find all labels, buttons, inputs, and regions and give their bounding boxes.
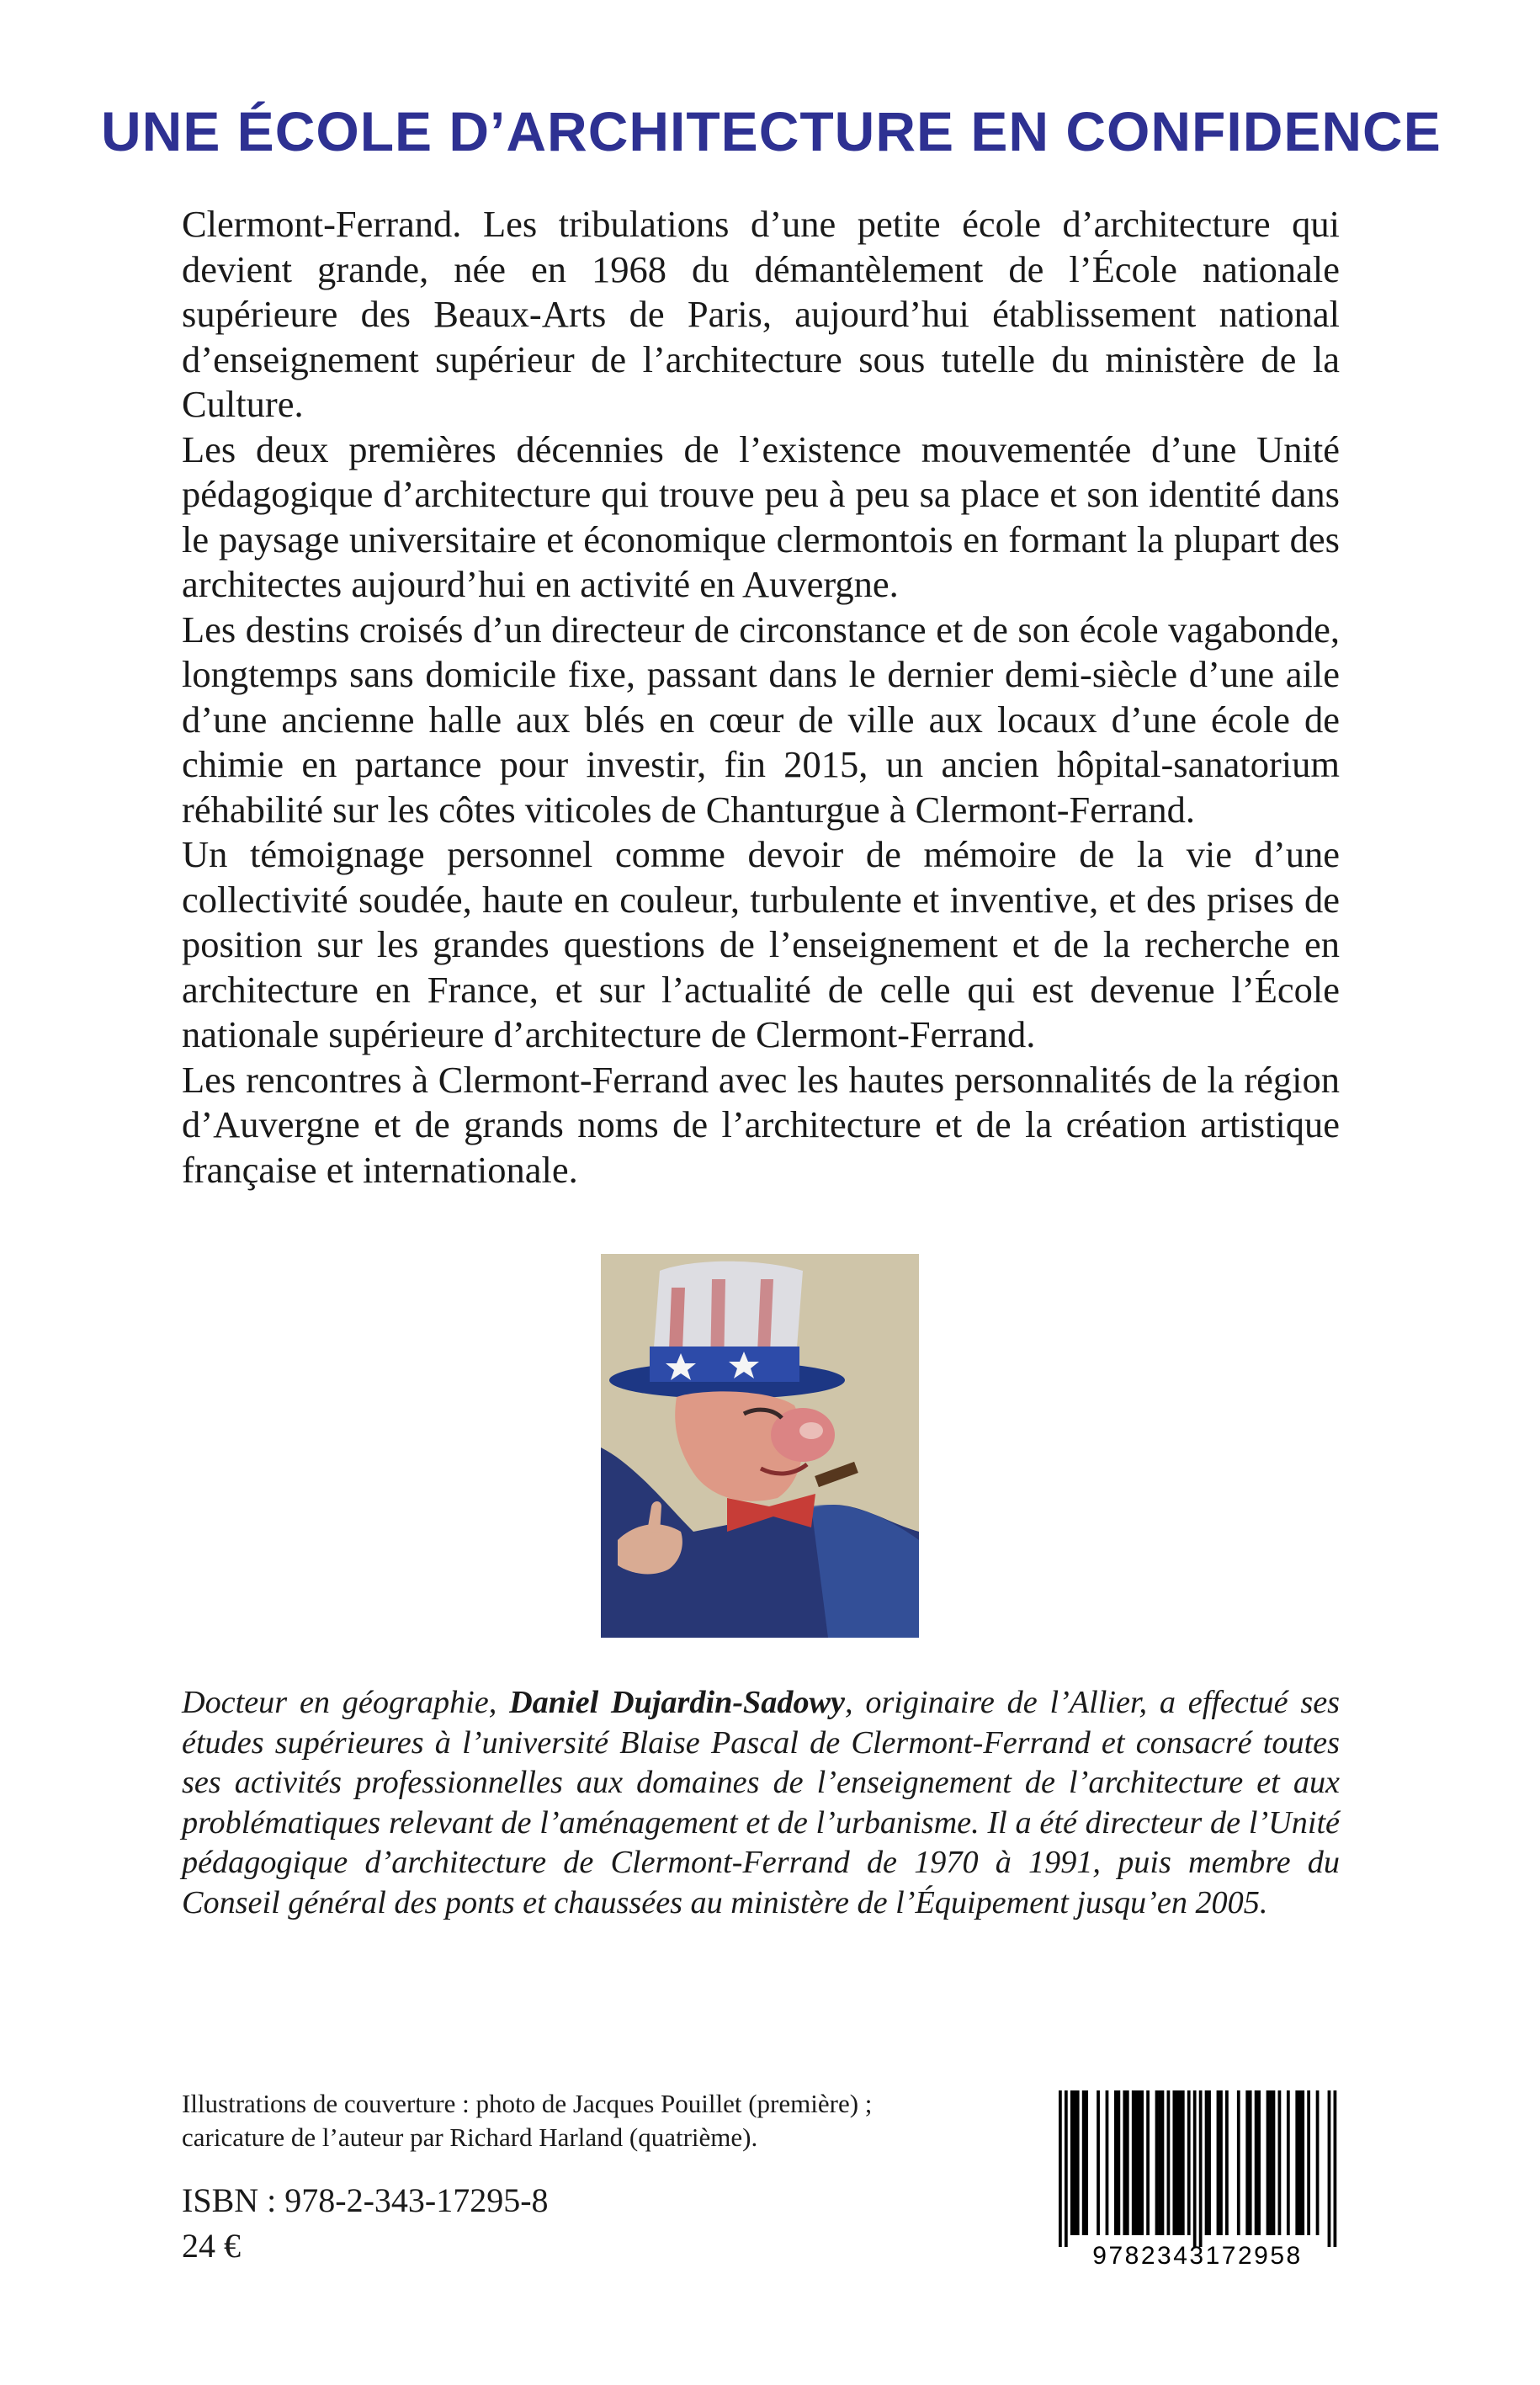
barcode-bar — [1138, 2090, 1141, 2235]
author-caricature-image — [601, 1254, 919, 1638]
cover-credits — [182, 2087, 990, 2154]
author-biography — [182, 1683, 1340, 1923]
barcode-bar — [1328, 2090, 1331, 2247]
barcode-bar — [1097, 2090, 1100, 2235]
barcode-bar — [1187, 2090, 1191, 2235]
barcode-bar — [1295, 2090, 1298, 2235]
barcode-bar — [1126, 2090, 1129, 2235]
barcode-bar — [1298, 2090, 1302, 2235]
bio-rest: , originaire de l’Allier, a effectué ses études supérieures à l’université Blaise Pascal de Clermont-Ferrand et consacré toutes ses activités professionnelles aux domaines de l’enseignement de l’architecture et aux problématiques relevant de l’aménagement et de l’urbanisme. Il a été directeur de l’Unité pédagogique d’architecture de Clermont-Ferrand de 1970 à 1991, puis membre du Conseil général des ponts et chaussées au ministère de l’Équipement jusqu’en 2005. — [182, 1685, 1340, 1920]
barcode-bar — [1070, 2090, 1074, 2235]
barcode-bar — [1167, 2090, 1171, 2235]
barcode-bar — [1245, 2090, 1249, 2235]
barcode-bar — [1114, 2090, 1118, 2235]
barcode-bar — [1161, 2090, 1165, 2235]
blurb — [182, 202, 1340, 1192]
barcode-bar — [1117, 2090, 1120, 2235]
barcode-bar — [1208, 2090, 1211, 2235]
barcode-bar — [1301, 2090, 1304, 2235]
barcode-bar — [1172, 2090, 1176, 2235]
barcode-bar — [1073, 2090, 1076, 2235]
barcode-bar — [1193, 2090, 1197, 2247]
barcode-bar — [1219, 2090, 1223, 2235]
back-cover-title: UNE ÉCOLE D’ARCHITECTURE EN CONFIDENCE — [101, 100, 1442, 162]
author-name: Daniel Dujardin-Sadowy — [509, 1685, 845, 1720]
barcode-graphic — [1052, 2090, 1343, 2271]
barcode-bar — [1316, 2090, 1320, 2235]
barcode-bar — [1217, 2090, 1220, 2235]
barcode-bar — [1267, 2090, 1270, 2235]
barcode-bar — [1158, 2090, 1161, 2235]
barcode-bar — [1272, 2090, 1276, 2235]
barcode-bar — [1225, 2090, 1229, 2235]
blurb-paragraph-1: Clermont-Ferrand. Les tribulations d’une petite école d’architecture qui devient grande, née en 1968 du démantèlement de l’École nationale supérieure des Beaux-Arts de Paris, aujourd’hui établissement national d’enseignement supérieur de l’architecture sous tutelle du ministère de la Culture. — [182, 203, 1340, 425]
barcode-bar — [1307, 2090, 1310, 2235]
barcode-bar — [1199, 2090, 1203, 2247]
barcode-bar — [1176, 2090, 1179, 2235]
blurb-paragraph-2: Les deux premières décennies de l’existence mouvementée d’une Unité pédagogique d’architecture qui trouve peu à peu sa place et son identité dans le paysage universitaire et économique clermontois en formant la plupart des architectes aujourd’hui en activité en Auvergne. — [182, 428, 1340, 605]
barcode-bar — [1082, 2090, 1086, 2235]
credits-line-2: caricature de l’auteur par Richard Harland (quatrième). — [182, 2122, 758, 2152]
barcode-bar — [1249, 2090, 1252, 2235]
barcode-bar — [1106, 2090, 1109, 2235]
blurb-paragraph-3: Les destins croisés d’un directeur de circonstance et de son école vagabonde, longtemps sans domicile fixe, passant dans le dernier demi-siècle d’une aile d’une ancienne halle aux blés en cœur de ville aux locaux d’une école de chimie en partance pour investir, fin 2015, un ancien hôpital-sanatorium réhabilité sur les côtes viticoles de Chanturgue à Clermont-Ferrand. — [182, 608, 1340, 831]
bio-intro: Docteur en géographie, — [182, 1685, 510, 1720]
blurb-paragraph-5: Les rencontres à Clermont-Ferrand avec les hautes personnalités de la région d’Auvergne et de grands noms de l’architecture et de la création artistique française et internationale. — [182, 1058, 1340, 1191]
barcode-bar — [1334, 2090, 1337, 2247]
barcode-bars — [1059, 2090, 1336, 2247]
barcode-bar — [1146, 2090, 1150, 2235]
blurb-paragraph-4: Un témoignage personnel comme devoir de mémoire de la vie d’une collectivité soudée, haute en couleur, turbulente et inventive, et des prises de position sur les grandes questions de l’enseignement et de la recherche en architecture en France, et sur l’actualité de celle qui est devenue l’École nationale supérieure d’architecture de Clermont-Ferrand. — [182, 833, 1340, 1055]
barcode-bar — [1182, 2090, 1185, 2235]
barcode-bar — [1123, 2090, 1126, 2235]
barcode-bar — [1132, 2090, 1135, 2235]
barcode-bar — [1059, 2090, 1062, 2247]
barcode-bar — [1134, 2090, 1138, 2235]
barcode-bar — [1255, 2090, 1258, 2235]
barcode-bar — [1269, 2090, 1272, 2235]
barcode — [1052, 2090, 1343, 2271]
barcode-bar — [1076, 2090, 1080, 2235]
barcode-bar — [1287, 2090, 1290, 2235]
barcode-bar — [1065, 2090, 1068, 2247]
barcode-digits: 9782343172958 — [1092, 2242, 1303, 2270]
price: 24 € — [182, 2227, 241, 2265]
barcode-bar — [1257, 2090, 1261, 2235]
barcode-bar — [1178, 2090, 1182, 2235]
barcode-bar — [1140, 2090, 1144, 2235]
barcode-bar — [1155, 2090, 1159, 2235]
barcode-bar — [1205, 2090, 1208, 2235]
barcode-bar — [1278, 2090, 1282, 2235]
barcode-bar — [1237, 2090, 1240, 2235]
isbn: ISBN : 978-2-343-17295-8 — [182, 2181, 549, 2219]
barcode-bar — [1085, 2090, 1088, 2235]
credits-line-1: Illustrations de couverture : photo de Jacques Pouillet (première) ; — [182, 2089, 873, 2118]
caricature-illustration — [601, 1254, 919, 1638]
